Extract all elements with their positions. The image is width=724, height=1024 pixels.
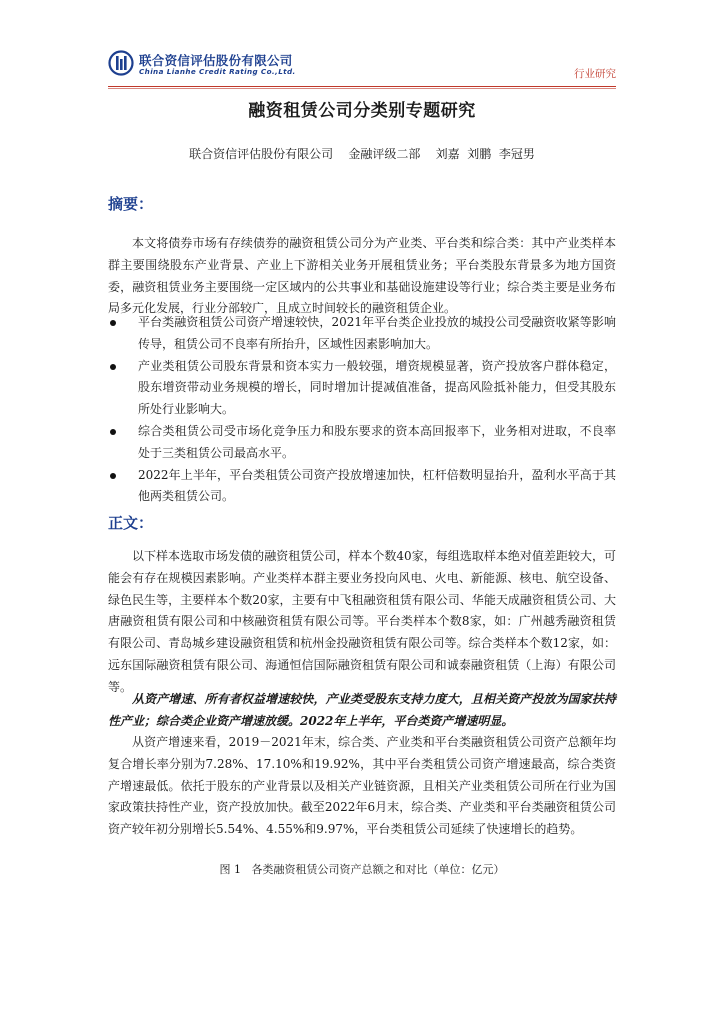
abstract-bullet	[108, 465, 616, 509]
report-category-tag: 行业研究	[574, 68, 616, 80]
body-paragraph-asset-growth: 从资产增速来看，2019－2021年末，综合类、产业类和平台类融资租赁公司资产总额年均复合增长率分别为7.28%、17.10%和19.92%，其中平台类租赁公司资产增速最高，综合类资产增速最低。依托于股东的产业背景以及相关产业链资源，且相关产业类租赁公司所在行业为国家政策扶持性产业，资产投放加快。截至2022年6月末，综合类、产业类和平台类融资租赁公司资产较年初分别增长5.54%、4.55%和9.97%，平台类租赁公司延续了快速增长的趋势。	[108, 735, 616, 837]
abstract-bullet-text: 综合类租赁公司受市场化竞争压力和股东要求的资本高回报率下，业务相对进取，不良率处于三类租赁公司最高水平。	[138, 423, 616, 460]
body-paragraph-sample: 以下样本选取市场发债的融资租赁公司，样本个数40家，每组选取样本绝对值差距较大，可能会有存在规模因素影响。产业类样本群主要业务投向风电、火电、新能源、核电、航空设备、绿色民生等，主要样本个数20家，主要有中飞租融资租赁有限公司、华能天成融资租赁公司、大唐融资租赁有限公司和中核融资租赁有限公司等。平台类样本个数8家，如：广州越秀融资租赁有限公司、青岛城乡建设融资租赁和杭州金投融资租赁有限公司等。综合类样本个数12家，如：远东国际融资租赁有限公司、海通恒信国际融资租赁有限公司和诚泰融资租赁（上海）有限公司等。	[108, 549, 616, 694]
report-title: 融资租赁公司分类别专题研究	[248, 101, 476, 121]
header-divider-secondary	[108, 88, 616, 89]
abstract-bullet-text: 产业类租赁公司股东背景和资本实力一般较强，增资规模显著，资产投放客户群体稳定，股东增资带动业务规模的增长，同时增加计提减值准备，提高风险抵补能力，但受其股东所处行业影响大。	[138, 358, 616, 417]
body-key-finding: 从资产增速、所有者权益增速较快，产业类受股东支持力度大，且相关资产投放为国家扶持性产业；综合类企业资产增速放缓。2022年上半年，平台类资产增速明显。	[108, 692, 616, 728]
company-name-cn: 联合资信评估股份有限公司	[139, 53, 293, 68]
report-authors: 联合资信评估股份有限公司 金融评级二部 刘嘉 刘鹏 李冠男	[189, 147, 535, 161]
bullet-icon	[110, 320, 116, 326]
bullet-icon	[110, 429, 116, 435]
company-logo-icon	[108, 50, 134, 76]
abstract-intro: 本文将债券市场有存续债券的融资租赁公司分为产业类、平台类和综合类：其中产业类样本群主要围绕股东产业背景、产业上下游相关业务开展租赁业务；平台类股东背景多为地方国资委，融资租赁业务主要围绕一定区域内的公共事业和基础设施建设等行业；综合类主要是业务布局多元化发展，行业分部较广，且成立时间较长的融资租赁企业。	[108, 236, 616, 316]
abstract-heading: 摘要：	[108, 195, 154, 213]
abstract-bullet	[108, 312, 616, 356]
figure-caption: 图 1 各类融资租赁公司资产总额之和对比（单位：亿元）	[219, 863, 505, 876]
body-heading: 正文：	[108, 514, 154, 532]
abstract-bullet	[108, 421, 616, 465]
abstract-bullet	[108, 356, 616, 421]
header-divider	[108, 86, 616, 87]
company-name-en: China Lianhe Credit Rating Co.,Ltd.	[139, 67, 296, 76]
bullet-icon	[110, 473, 116, 479]
abstract-bullet-text: 平台类融资租赁公司资产增速较快，2021年平台类企业投放的城投公司受融资收紧等影响传导，租赁公司不良率有所抬升，区域性因素影响加大。	[138, 315, 616, 351]
bullet-icon	[110, 364, 116, 370]
abstract-bullet-text: 2022年上半年，平台类租赁公司资产投放增速加快，杠杆倍数明显抬升，盈利水平高于其他两类租赁公司。	[138, 467, 616, 504]
page-header	[108, 46, 616, 86]
abstract-bullet-list	[108, 312, 616, 508]
